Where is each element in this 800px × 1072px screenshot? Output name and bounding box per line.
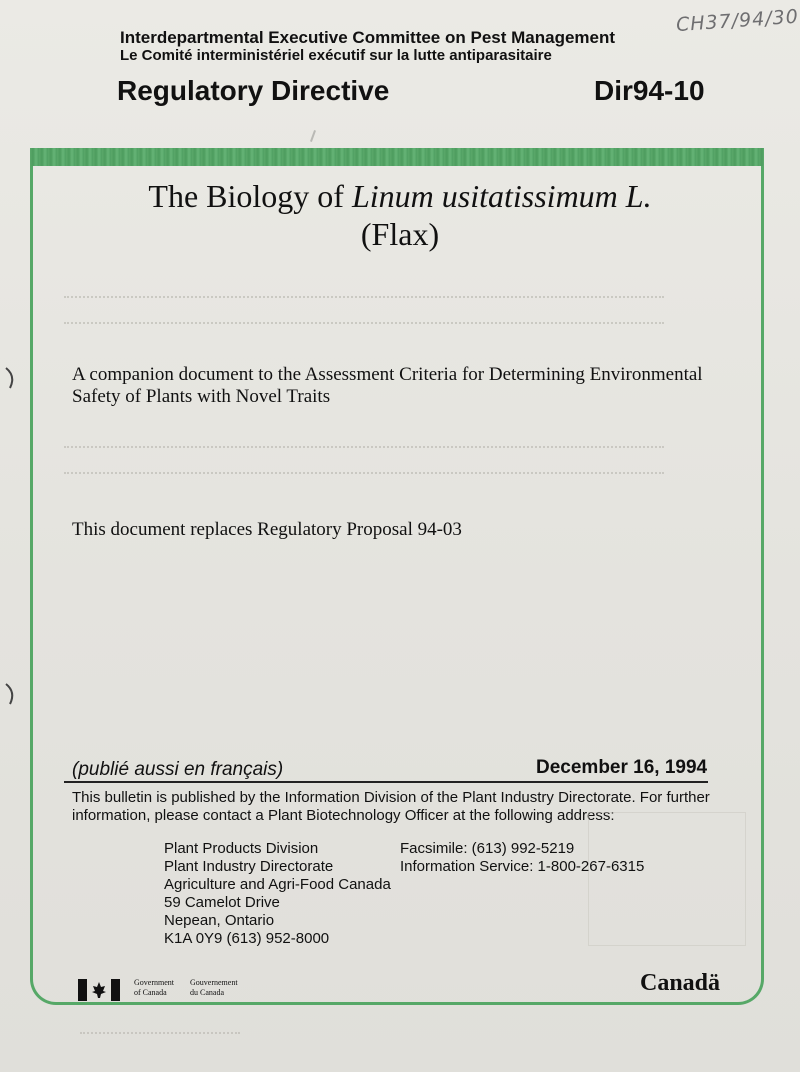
government-signature: [78, 978, 318, 1002]
canada-wordmark: Canadä: [640, 970, 721, 996]
document-type-heading: Regulatory Directive: [117, 75, 390, 106]
canada-flag-icon: [78, 979, 120, 1001]
address-line: 59 Camelot Drive: [164, 894, 280, 911]
binding-hole-mark: [4, 366, 20, 390]
replaces-statement: This document replaces Regulatory Proposal 94-03: [72, 519, 462, 540]
gov-english-line-2: of Canada: [134, 988, 167, 997]
address-line: Agriculture and Agri-Food Canada: [164, 876, 391, 893]
species-name: Linum usitatissimum L.: [351, 178, 652, 214]
french-version-note: (publié aussi en français): [72, 759, 284, 780]
bulletin-statement: This bulletin is published by the Information Division of the Plant Industry Directorate. For further information, please contact a Plant Biotechnology Officer at the following address:: [72, 789, 710, 824]
facsimile-number: Facsimile: (613) 992-5219: [400, 840, 575, 857]
document-title: [0, 178, 800, 215]
committee-name-english: Interdepartmental Executive Committee on Pest Management: [120, 28, 616, 47]
gov-french-line-1: Gouvernement: [190, 978, 238, 987]
contact-numbers: [400, 840, 644, 876]
address-line: Nepean, Ontario: [164, 912, 275, 929]
gov-english-line-1: Government: [134, 978, 174, 987]
mailing-address: [164, 840, 391, 948]
footer-bleed-through: [80, 1022, 240, 1034]
document-number: Dir94-10: [594, 75, 705, 106]
library-stamp-shadow: [588, 812, 746, 946]
committee-name-french: Le Comité interministériel exécutif sur la lutte antiparasitaire: [120, 47, 552, 64]
gov-french-line-2: du Canada: [190, 988, 224, 997]
title-prefix: The Biology of: [148, 178, 352, 214]
address-line: Plant Products Division: [164, 840, 319, 857]
information-service-number: Information Service: 1-800-267-6315: [400, 858, 645, 875]
address-line: Plant Industry Directorate: [164, 858, 334, 875]
common-name: (Flax): [360, 216, 440, 252]
binding-hole-mark: [4, 682, 20, 706]
companion-statement: A companion document to the Assessment Criteria for Determining Environmental Safety of Plants with Novel Traits: [72, 364, 703, 407]
green-header-band: [30, 148, 764, 166]
address-line: K1A 0Y9 (613) 952-8000: [164, 930, 330, 947]
divider-rule: [64, 781, 708, 783]
issue-date: December 16, 1994: [536, 757, 708, 778]
handwritten-call-number: CH37/94/30: [675, 5, 800, 37]
